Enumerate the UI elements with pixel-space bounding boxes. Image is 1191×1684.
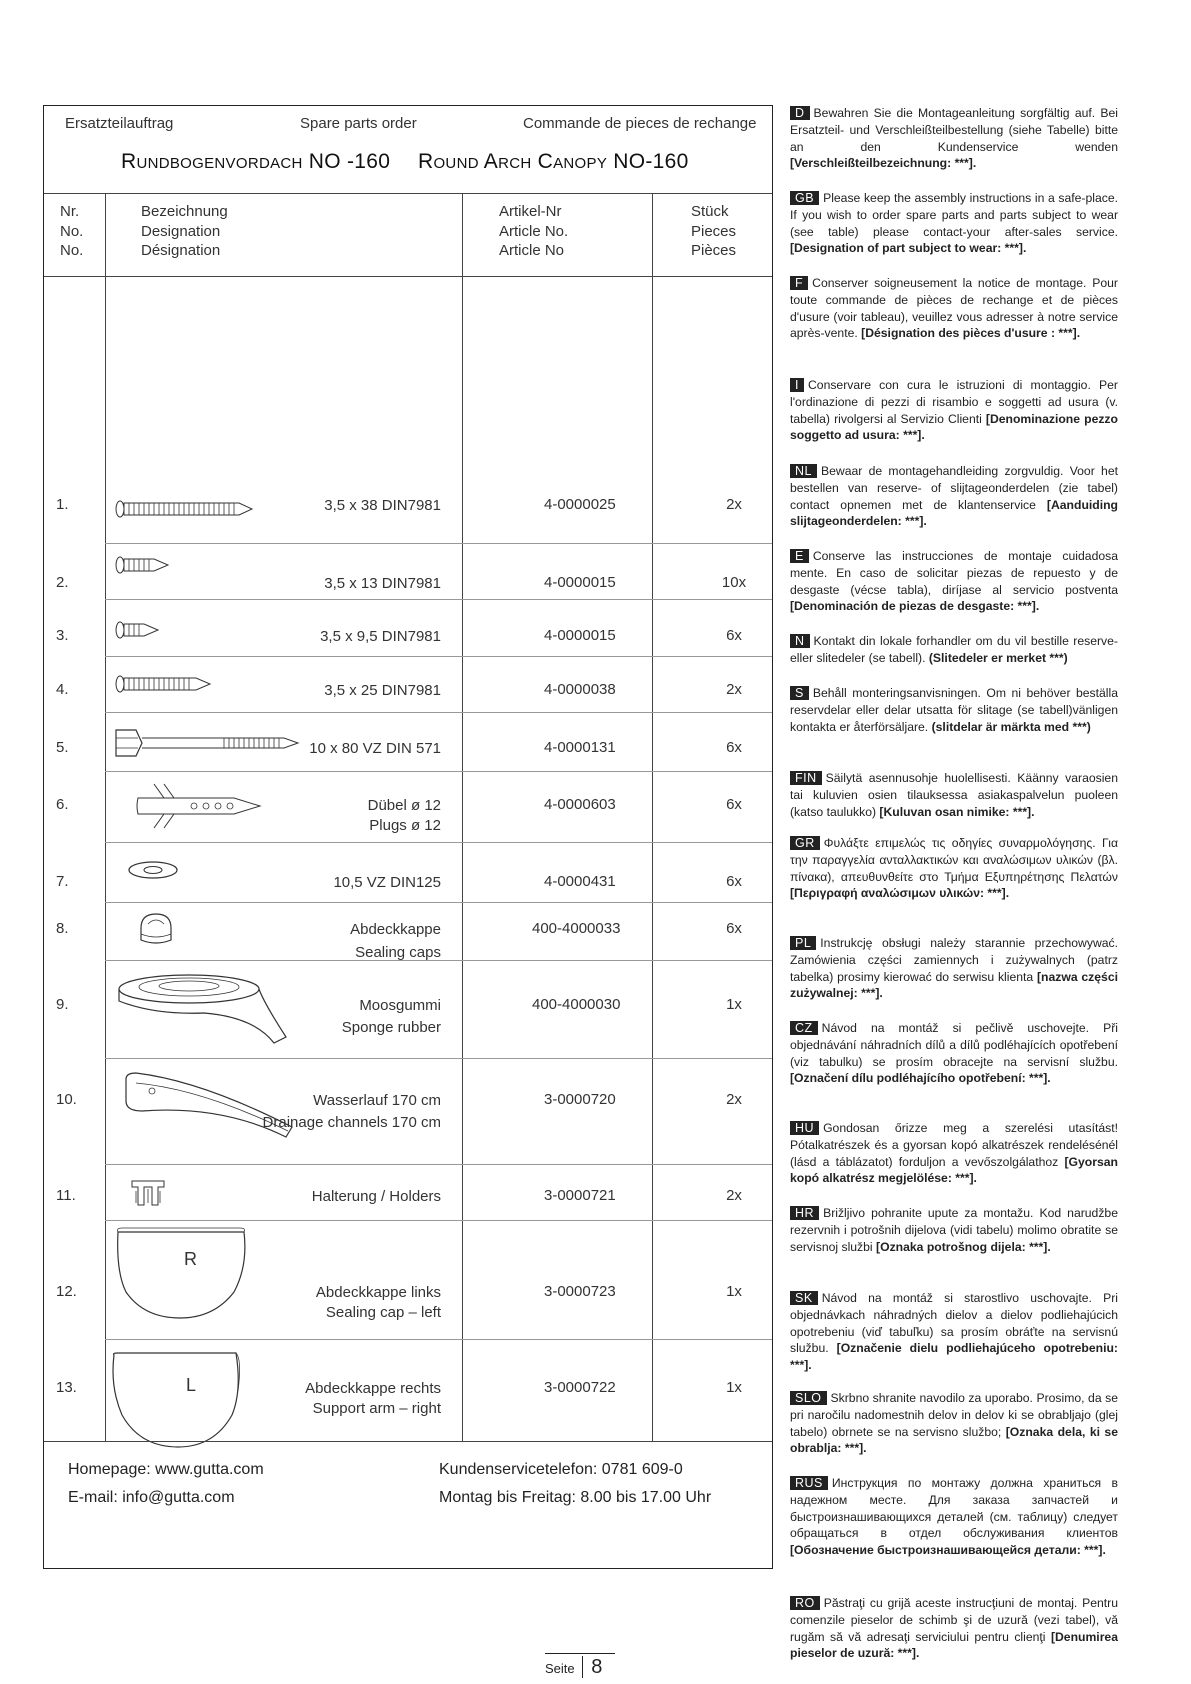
language-note-text: Návod na montáž si starostlivo uschovajte. Pri objednávkach náhradných dielov a dielov podliehajúcich opotrebeniu (viď tabuľku) sa prosím obráťte na servisnú službu. xyxy=(790,1291,1118,1356)
article-number: 4-0000015 xyxy=(544,627,616,644)
language-code-badge: CZ xyxy=(790,1021,818,1035)
part-description: Abdeckkappe links xyxy=(315,1284,441,1301)
row-divider xyxy=(105,771,772,772)
language-note-pl xyxy=(790,935,1118,1002)
service-hours: Montag bis Freitag: 8.00 bis 17.00 Uhr xyxy=(439,1489,712,1506)
column-quantity-en: Pieces xyxy=(691,222,737,240)
part-description-en: Support arm – right xyxy=(312,1400,441,1417)
language-note-label: [Denominación de piezas de desgaste: ***]. xyxy=(790,599,1040,614)
row-number: 11. xyxy=(56,1187,76,1204)
language-code-badge: N xyxy=(790,634,810,648)
form-label-de: Ersatzteilauftrag xyxy=(65,115,174,132)
row-divider xyxy=(105,712,772,713)
language-note-label: [Aanduiding slijtageonderdelen: ***]. xyxy=(790,497,1118,529)
quantity: 6x xyxy=(726,873,742,890)
part-description: 3,5 x 25 DIN7981 xyxy=(324,682,441,699)
language-code-badge: RO xyxy=(790,1596,820,1610)
row-number: 4. xyxy=(56,681,69,698)
page-number-value: 8 xyxy=(582,1656,602,1678)
language-note-text: Φυλάξτε επιμελώς τις οδηγίες συναρμολόγησης. Για την παραγγελία ανταλλακτικών και αναλώσιμων υλικών (βλ. πίνακα), απευθυνθείτε στο Τμήμα Εξυπηρέτησης Πελατών xyxy=(790,836,1118,884)
language-note-label: [Verschleißteilbezeichnung: ***]. xyxy=(790,156,977,171)
cap-letter: R xyxy=(184,1249,197,1269)
language-note-cz xyxy=(790,1020,1118,1087)
row-divider xyxy=(105,1339,772,1340)
column-line-3 xyxy=(652,193,653,1441)
quantity: 1x xyxy=(726,1283,742,1300)
language-code-badge: HU xyxy=(790,1121,819,1135)
language-note-label: [Denominazione pezzo soggetto ad usura: ***]. xyxy=(790,411,1118,443)
language-note-d xyxy=(790,105,1118,172)
language-note-e xyxy=(790,548,1118,615)
product-title-en: Round Arch Canopy NO-160 xyxy=(418,150,689,173)
language-note-n xyxy=(790,633,1118,667)
long-screw-icon xyxy=(114,498,254,520)
column-line-2 xyxy=(462,193,463,1441)
language-note-label: [Περιγραφή αναλώσιμων υλικών: ***]. xyxy=(790,886,1010,901)
language-note-text: Skrbno shranite navodilo za uporabo. Prosimo, da se pri naročilu nadomestnih delov in delov ki se obrabljajo (glej tabelo) obrnete se na servisno službo; xyxy=(790,1391,1118,1439)
column-designation-en: Designation xyxy=(141,222,221,240)
quantity: 1x xyxy=(726,996,742,1013)
article-number: 4-0000431 xyxy=(544,873,616,890)
language-note-label: [Oznaka dela, ki se obrablja: ***]. xyxy=(790,1424,1118,1456)
language-code-badge: PL xyxy=(790,936,816,950)
language-note-slo xyxy=(790,1390,1118,1457)
service-phone: Kundenservicetelefon: 0781 609-0 xyxy=(439,1461,683,1478)
row-divider xyxy=(105,902,772,903)
row-number: 5. xyxy=(56,739,69,756)
page-label: Seite xyxy=(545,1661,575,1676)
row-number: 2. xyxy=(56,574,69,591)
language-note-label: (Slitedeler er merket ***) xyxy=(928,650,1068,665)
column-nr-en: No. xyxy=(60,222,84,240)
language-note-text: Návod na montáž si pečlivě uschovejte. Při objednávání náhradních dílů a dílů podléhajících opotřebení (viz tabulku) se prosím obracejte na servisní službu. xyxy=(790,1021,1118,1069)
language-note-label: [Designation of part subject to wear: ***]. xyxy=(790,241,1027,256)
row-number: 1. xyxy=(56,496,69,513)
article-number: 4-0000015 xyxy=(544,574,616,591)
column-designation-fr: Désignation xyxy=(141,242,221,259)
language-code-badge: GB xyxy=(790,191,819,205)
row-number: 9. xyxy=(56,996,69,1013)
language-code-badge: NL xyxy=(790,464,817,478)
language-note-text: Conserve las instrucciones de montaje cuidadosa mente. En caso de solicitar piezas de repuesto y de desgaste (vécse tabla), diríjase al servicio postventa xyxy=(790,549,1118,597)
language-note-label: [Oznaka potrošnog dijela: ***]. xyxy=(876,1239,1051,1254)
language-code-badge: D xyxy=(790,106,810,120)
article-number: 400-4000033 xyxy=(532,920,621,937)
holder-clip-icon xyxy=(128,1177,168,1209)
quantity: 2x xyxy=(726,1187,742,1204)
row-number: 12. xyxy=(56,1283,77,1300)
language-code-badge: FIN xyxy=(790,771,822,785)
row-divider xyxy=(105,1220,772,1221)
part-description-en: Sponge rubber xyxy=(341,1019,441,1036)
row-divider xyxy=(105,1164,772,1165)
article-number: 4-0000025 xyxy=(544,496,616,513)
column-article xyxy=(499,202,568,261)
language-note-sk xyxy=(790,1290,1118,1374)
language-note-s xyxy=(790,685,1118,735)
article-number: 3-0000722 xyxy=(544,1379,616,1396)
product-title-de: Rundbogenvordach NO -160 xyxy=(121,150,391,173)
cap-icon xyxy=(136,910,176,950)
row-number: 3. xyxy=(56,627,69,644)
language-note-label: [nazwa części zużywalnej: ***]. xyxy=(790,969,1118,1001)
washer-icon xyxy=(126,859,180,881)
row-number: 6. xyxy=(56,796,69,813)
quantity: 1x xyxy=(726,1379,742,1396)
language-code-badge: S xyxy=(790,686,809,700)
column-designation xyxy=(141,202,228,261)
part-description-en: Sealing caps xyxy=(355,944,441,961)
language-note-text: Conservare con cura le istruzioni di montaggio. Per l'ordinazione di pezzi di risambio e soggetti ad usura (v. tabella) rivolgersi al Servizio Clienti xyxy=(790,378,1118,426)
language-note-text: Kontakt din lokale forhandler om du vil bestille reserve- eller slitedeler (se tabell). xyxy=(790,634,1118,665)
language-note-text: Instrukcję obsługi należy starannie przechowywać. Zamówienia części zamiennych i zużywalnych (patrz tabelka) prosimy kierować do serwisu klienta xyxy=(790,936,1118,984)
form-label-fr: Commande de pieces de rechange xyxy=(523,115,757,132)
language-note-label: [Denumirea pieselor de uzură: ***]. xyxy=(790,1629,1118,1661)
column-line-1 xyxy=(105,193,106,1441)
language-code-badge: HR xyxy=(790,1206,819,1220)
article-number: 4-0000603 xyxy=(544,796,616,813)
language-code-badge: GR xyxy=(790,836,820,850)
language-note-hu xyxy=(790,1120,1118,1187)
language-note-gr xyxy=(790,835,1118,902)
language-note-text: Säilytä asennusohje huolellisesti. Käänny varaosien tai kuluvien osien tilauksessa asiakaspalvelun puoleen (katso taulukko) xyxy=(790,771,1118,819)
column-nr-fr: No. xyxy=(60,242,84,259)
homepage-link[interactable]: Homepage: www.gutta.com xyxy=(68,1461,264,1478)
quantity: 6x xyxy=(726,796,742,813)
part-description: 10 x 80 VZ DIN 571 xyxy=(309,740,441,757)
language-note-text: Behåll monteringsanvisningen. Om ni behöver beställa reservdelar eller delar utsatta för slitage (se tabell)vänligen kontakta er återförsäljare. xyxy=(790,686,1118,734)
language-note-label: [Kuluvan osan nimike: ***]. xyxy=(879,804,1035,819)
part-description-en: Plugs ø 12 xyxy=(369,817,441,834)
language-code-badge: F xyxy=(790,276,808,290)
column-article-de: Artikel-Nr xyxy=(499,203,562,220)
part-description: 3,5 x 38 DIN7981 xyxy=(324,497,441,514)
column-designation-de: Bezeichnung xyxy=(141,203,228,220)
row-divider xyxy=(105,543,772,544)
quantity: 10x xyxy=(721,574,747,591)
language-note-label: [Désignation des pièces d'usure : ***]. xyxy=(861,326,1081,341)
language-note-label: [Обозначение быстроизнашивающейся детали: ***]. xyxy=(790,1543,1106,1558)
header-divider xyxy=(44,193,772,194)
quantity: 2x xyxy=(726,1091,742,1108)
column-quantity-de: Stück xyxy=(691,203,729,220)
language-code-badge: I xyxy=(790,378,804,392)
language-note-text: Инструкция по монтажу должна храниться в надежном месте. Для заказа запчастей и быстроизнашивающихся деталей (см. таблицу) следует обращаться в отдел обслуживания клиентов xyxy=(790,1476,1118,1541)
part-description: Wasserlauf 170 cm xyxy=(313,1092,441,1109)
column-quantity xyxy=(691,202,736,261)
language-note-text: Conserver soigneusement la notice de montage. Pour toute commande de pièces de rechange et de pièces d'usure (voir tableau), veuillez vous adresser à notre service après-vente. xyxy=(790,276,1118,341)
part-description-en: Drainage channels 170 cm xyxy=(262,1114,441,1131)
article-number: 3-0000723 xyxy=(544,1283,616,1300)
language-note-nl xyxy=(790,463,1118,530)
tiny-screw-icon xyxy=(114,619,160,641)
language-note-hr xyxy=(790,1205,1118,1255)
language-note-label: (slitdelar är märkta med ***) xyxy=(931,719,1091,734)
part-description-en: Sealing cap – left xyxy=(325,1304,441,1321)
language-note-label: [Označenie dielu podliehajúceho opotrebeniu: ***]. xyxy=(790,1341,1118,1373)
language-note-text: Bewaar de montagehandleiding zorgvuldig. Voor het bestellen van reserve- of slijtageonderdelen (zie tabel) contact opnemen met de klantenservice xyxy=(790,464,1118,512)
column-nr-de: Nr. xyxy=(60,203,80,220)
language-note-label: [Gyorsan kopó alkatrész megjelölése: ***]. xyxy=(790,1154,1118,1186)
part-description: Dübel ø 12 xyxy=(367,797,441,814)
email-link[interactable]: E-mail: info@gutta.com xyxy=(68,1489,235,1506)
cap-letter: L xyxy=(186,1375,197,1395)
article-number: 3-0000720 xyxy=(544,1091,616,1108)
page-number-rule xyxy=(545,1653,615,1654)
language-note-text: Brižljivo pohranite upute za montažu. Kod narudžbe rezervnih i potrošnih dijelova (vidi tabelu) molimo obratite se servisnoj službi xyxy=(790,1206,1118,1254)
row-divider xyxy=(105,960,772,961)
row-number: 13. xyxy=(56,1379,77,1396)
row-number: 7. xyxy=(56,873,69,890)
article-number: 4-0000131 xyxy=(544,739,616,756)
part-description: 3,5 x 13 DIN7981 xyxy=(324,575,441,592)
row-divider xyxy=(105,1058,772,1059)
article-number: 3-0000721 xyxy=(544,1187,616,1204)
language-note-fin xyxy=(790,770,1118,820)
quantity: 6x xyxy=(726,739,742,756)
page-number xyxy=(545,1656,602,1679)
quantity: 2x xyxy=(726,681,742,698)
language-note-f xyxy=(790,275,1118,342)
article-number: 400-4000030 xyxy=(532,996,621,1013)
footer-divider xyxy=(44,1441,772,1442)
part-description: Abdeckkappe rechts xyxy=(305,1380,441,1397)
row-number: 8. xyxy=(56,920,69,937)
short-screw-icon xyxy=(114,554,170,576)
end-cap-left-icon xyxy=(110,1351,245,1451)
language-code-badge: SK xyxy=(790,1291,818,1305)
language-code-badge: RUS xyxy=(790,1476,828,1490)
language-code-badge: E xyxy=(790,549,809,563)
hex-bolt-icon xyxy=(114,726,300,760)
table-header-divider xyxy=(44,276,772,277)
language-note-i xyxy=(790,377,1118,444)
language-note-text: Gondosan őrizze meg a szerelési utasítást! Pótalkatrészek és a gyorsan kopó alkatrészek rendelésénél (lásd a táblázatot) forduljon a vevőszolgálathoz xyxy=(790,1121,1118,1169)
part-description: Abdeckkappe xyxy=(350,921,441,938)
row-divider xyxy=(105,842,772,843)
language-note-text: Please keep the assembly instructions in a safe-place. If you wish to order spare parts and parts subject to wear (see table) please contact-your after-sales service. xyxy=(790,191,1118,239)
wall-plug-icon xyxy=(134,782,264,830)
form-label-en: Spare parts order xyxy=(300,115,417,132)
spare-parts-form xyxy=(43,105,773,1569)
language-note-text: Bewahren Sie die Montageanleitung sorgfältig auf. Bei Ersatzteil- und Verschleißteilbestellung (siehe Tabelle) bitte an den Kundenservice wenden xyxy=(790,106,1118,154)
medium-screw-icon xyxy=(114,673,212,695)
row-divider xyxy=(105,656,772,657)
end-cap-right-icon xyxy=(114,1226,249,1321)
quantity: 2x xyxy=(726,496,742,513)
language-note-label: [Označení dílu podléhajícího opotřebení: ***]. xyxy=(790,1071,1051,1086)
article-number: 4-0000038 xyxy=(544,681,616,698)
column-article-fr: Article No xyxy=(499,242,565,259)
language-note-rus xyxy=(790,1475,1118,1559)
language-code-badge: SLO xyxy=(790,1391,827,1405)
part-description: Halterung / Holders xyxy=(311,1188,441,1205)
part-description: Moosgummi xyxy=(359,997,441,1014)
row-number: 10. xyxy=(56,1091,77,1108)
part-description: 10,5 VZ DIN125 xyxy=(333,874,441,891)
language-note-text: Păstraţi cu grijă aceste instrucţiuni de montaj. Pentru comenzile pieselor de schimb şi de uzură (vezi tabel), vă rugăm să vă adresaţi serviciului pentru clienţi xyxy=(790,1596,1118,1644)
column-quantity-fr: Pièces xyxy=(691,242,737,259)
column-nr xyxy=(60,202,83,261)
language-note-ro xyxy=(790,1595,1118,1662)
row-divider xyxy=(105,599,772,600)
quantity: 6x xyxy=(726,920,742,937)
column-article-en: Article No. xyxy=(499,222,569,240)
part-description: 3,5 x 9,5 DIN7981 xyxy=(320,628,441,645)
rubber-roll-icon xyxy=(114,971,289,1051)
quantity: 6x xyxy=(726,627,742,644)
language-note-gb xyxy=(790,190,1118,257)
